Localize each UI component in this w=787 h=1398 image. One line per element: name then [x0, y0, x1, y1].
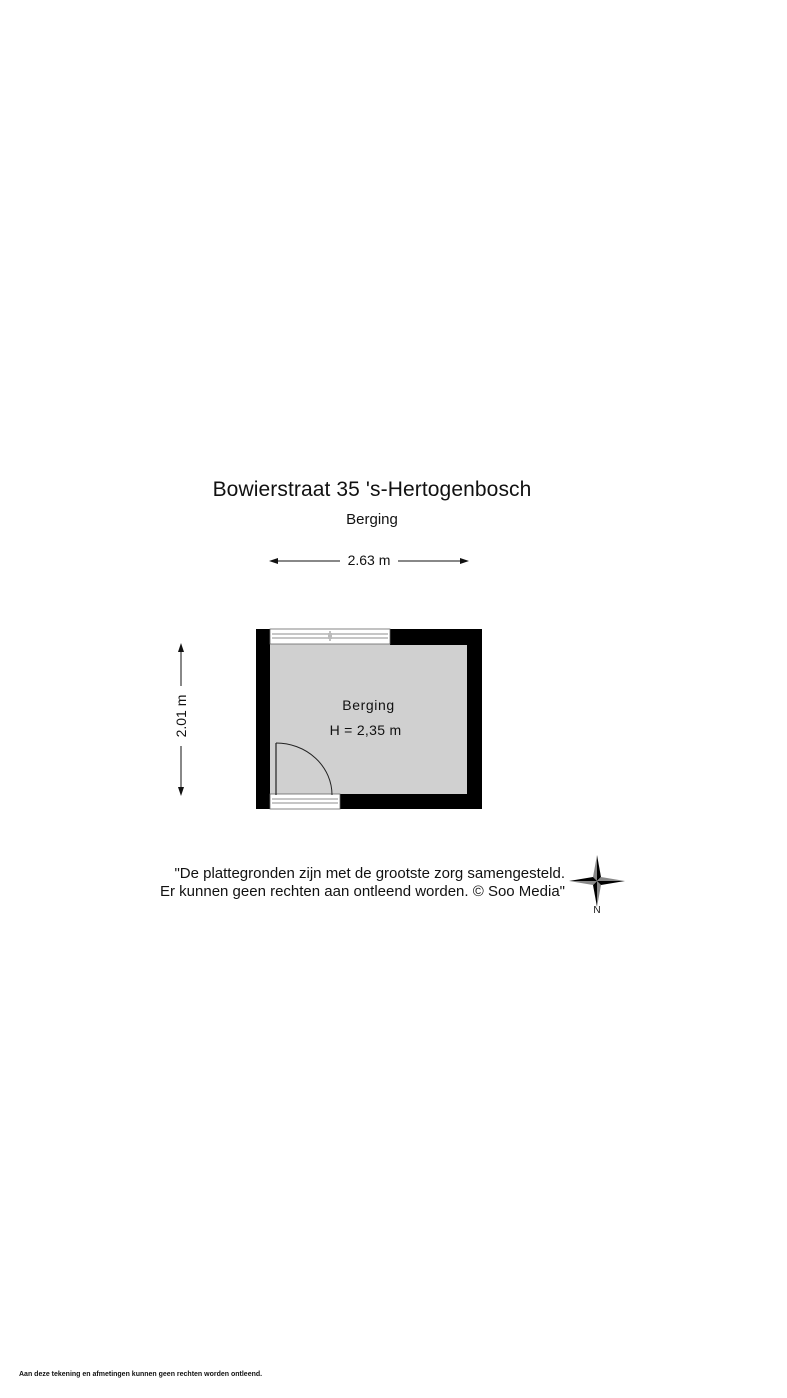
disclaimer-line-2: Er kunnen geen rechten aan ontleend worden. © Soo Media" [160, 883, 565, 900]
disclaimer [150, 865, 565, 901]
floor-name: Berging [346, 511, 398, 528]
width-dimension-label: 2.63 m [340, 552, 398, 568]
compass-icon [569, 855, 625, 907]
room-floor [268, 642, 469, 795]
room-name: Berging [342, 697, 395, 713]
compass-north-label: N [593, 905, 601, 916]
plan-title: Bowierstraat 35 's-Hertogenbosch [212, 478, 532, 501]
height-dimension-label: 2.01 m [173, 686, 189, 746]
room-height: H = 2,35 m [329, 722, 402, 738]
footer-note: Aan deze tekening en afmetingen kunnen geen rechten worden ontleend. [19, 1371, 263, 1378]
window [270, 629, 390, 644]
disclaimer-line-1: "De plattegronden zijn met de grootste zorg samengesteld. [174, 865, 565, 882]
